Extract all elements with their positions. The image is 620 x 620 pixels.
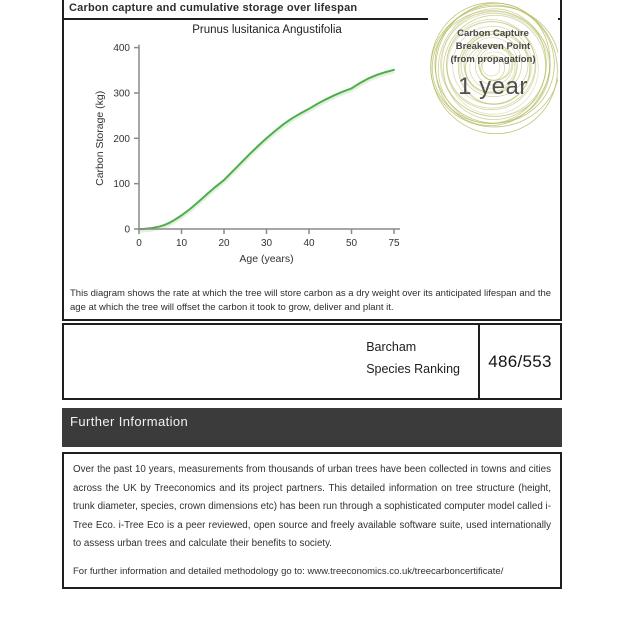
badge-line-1: Carbon Capture: [457, 28, 529, 39]
y-axis-label: Carbon Storage (kg): [94, 90, 106, 186]
carbon-curve: [139, 70, 394, 229]
species-ranking-value: 486/553: [488, 351, 552, 371]
x-tick-label: 40: [303, 238, 315, 249]
x-tick-label: 30: [260, 238, 273, 249]
y-tick-label: 300: [113, 88, 130, 100]
y-tick-label: 0: [124, 224, 130, 236]
x-tick-label: 50: [345, 238, 358, 249]
breakeven-value: 1 year: [458, 73, 528, 100]
species-ranking-value-box: [478, 323, 562, 400]
x-tick-label: 10: [175, 238, 188, 249]
further-information-header: Further Information: [70, 414, 189, 429]
further-information-paragraph: Over the past 10 years, measurements from thousands of urban trees have been collected in towns and cities across the UK by Treeconomics and its project partners. This detailed information on tree structure (height, trunk diameter, species, crown dimensions etc) has been run through a sophisticated computer model called i-Tree Eco. i-Tree Eco is a peer reviewed, open source and freely available software suite, used internationally to assess urban trees and calculate their benefits to society.: [73, 464, 551, 549]
chart-description: This diagram shows the rate at which the tree will store carbon as a dry weight over its anticipated lifespan and the age at which the tree will offset the carbon it took to grow, deliver and plant it.: [70, 288, 552, 313]
y-tick-label: 200: [113, 133, 130, 145]
chart-species-title: Prunus lusitanica Angustifolia: [192, 24, 342, 36]
further-information-header-bar: [62, 408, 562, 447]
x-tick-label: 0: [136, 238, 142, 249]
ranking-brand: Barcham: [366, 339, 417, 354]
certificate-page: [62, 0, 562, 620]
carbon-curve-halo: [139, 71, 394, 230]
species-ranking-label-box: [62, 323, 480, 400]
badge-line-2: Breakeven Point: [455, 41, 531, 52]
badge-line-3: (from propagation): [450, 54, 536, 65]
carbon-storage-chart: [92, 40, 432, 275]
ranking-label-text: Species Ranking: [366, 361, 460, 376]
page-title: Carbon capture and cumulative storage over lifespan: [69, 2, 358, 14]
further-information-link-line: For further information and detailed methodology go to: www.treeconomics.co.uk/treecarboncertificate/: [73, 565, 504, 577]
species-ranking-label: [366, 336, 460, 380]
breakeven-badge-text: [428, 0, 558, 134]
further-information-box: [62, 452, 562, 589]
y-tick-label: 400: [113, 43, 130, 55]
breakeven-badge: [428, 0, 558, 134]
x-tick-label: 75: [388, 238, 400, 249]
x-tick-label: 20: [218, 238, 230, 249]
x-axis-label: Age (years): [239, 253, 294, 265]
y-tick-label: 100: [113, 179, 130, 191]
